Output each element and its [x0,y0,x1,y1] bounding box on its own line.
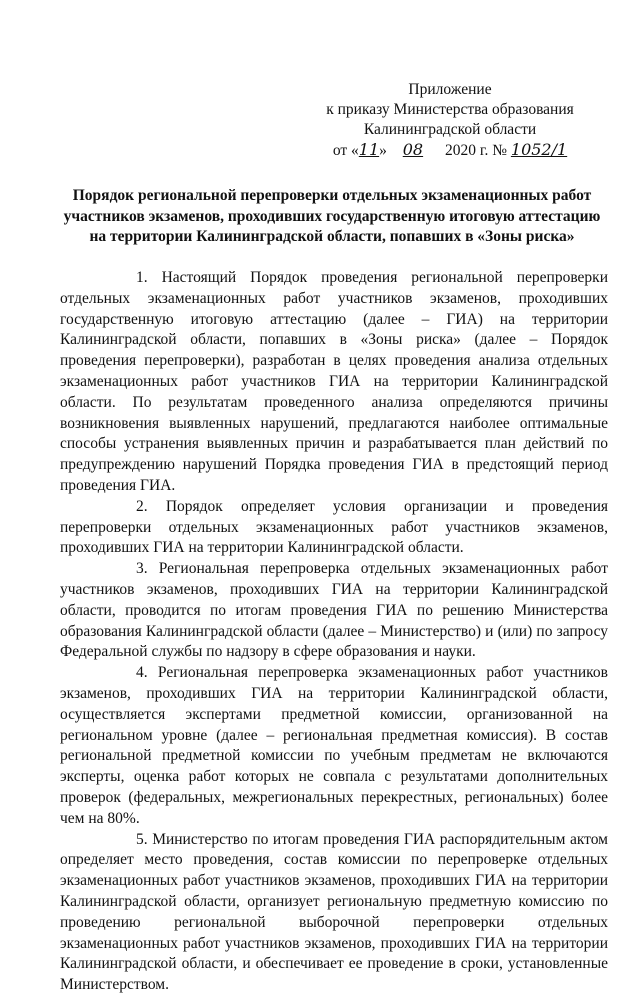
paragraph-number: 3. [136,560,148,578]
paragraph-text: Министерство по итогам проведения ГИА распорядительным актом определяет место проведения, состав комиссии по перепроверке отдельных экзаменационных работ участников экзаменов, проходивших ГИА на территории Калининградской области, организует региональную предметную комиссию по проведению региональной выборочной перепроверки отдельных экзаменационных работ участников экзаменов, проходивших ГИА на территории Калининградской области, и обеспечивает ее проведение в сроки, установленные Министерством. [60,830,608,994]
document-title: Порядок региональной перепроверки отдельных экзаменационных работ участников экзаменов, проходивших государственную итоговую аттестацию на территории Калининградской области, попавших в «Зоны риска» [63,187,601,245]
date-year: 2020 г. № [441,142,508,159]
paragraph-2 [60,497,608,559]
order-number: 1052/1 [510,140,568,159]
paragraph-3 [60,559,608,663]
paragraph-number: 1. [136,269,148,286]
document-body [60,268,608,996]
paragraph-5 [60,830,608,996]
paragraph-text: Порядок определяет условия организации и проведения перепроверки отдельных экзаменационных работ участников экзаменов, проходивших ГИА на территории Калининградской области. [60,497,609,557]
date-prefix: от « [332,142,359,159]
appendix-region: Калининградской области [363,121,537,138]
appendix-order-ref: к приказу Министерства образования [326,101,574,118]
paragraph-text: Региональная перепроверка отдельных экзаменационных работ участников экзаменов, проходивших ГИА на территории Калининградской области, проводится по итогам проведения ГИА по решению Министерства образования Калининградской области (далее – Министерство) и (или) по запросу Федеральной службы по надзору в сфере образования и науки. [60,560,608,661]
paragraph-number: 2. [136,497,148,515]
appendix-header [300,80,600,161]
appendix-title: Приложение [408,81,492,98]
paragraph-4 [60,663,608,829]
appendix-date-line [300,140,600,161]
date-month: 08 [402,140,424,159]
paragraph-text: Региональная перепроверка экзаменационных работ участников экзаменов, проходивших ГИА на территории Калининградской области, осуществляется экспертами предметной комиссии, организованной на региональном уровне (далее – региональная предметная комиссия). В состав региональной предметной комиссии по учебным предметам не включаются эксперты, оценка работ которых не совпала с результатами дополнительных проверок (федеральных, межрегиональных перекрестных, региональных) более чем на 80%. [60,664,608,827]
date-day: 11 [358,140,380,159]
paragraph-1 [60,268,608,497]
paragraph-text: Настоящий Порядок проведения региональной перепроверки отдельных экзаменационных работ участников экзаменов, проходивших государственную итоговую аттестацию (далее – ГИА) на территории Калининградской области, попавших в «Зоны риска» (далее – Порядок проведения перепроверки), разработан в целях проведения анализа отдельных экзаменационных работ участников ГИА на территории Калининградской области. По результатам проведенного анализа определяются причины возникновения выявленных нарушений, предлагаются наиболее оптимальные способы устранения выявленных причин и разрабатывается план действий по предупреждению нарушений Порядка проведения ГИА в предстоящий период проведения ГИА. [60,269,609,494]
date-mid: » [379,142,391,159]
paragraph-number: 4. [136,664,148,682]
paragraph-number: 5. [136,830,148,848]
